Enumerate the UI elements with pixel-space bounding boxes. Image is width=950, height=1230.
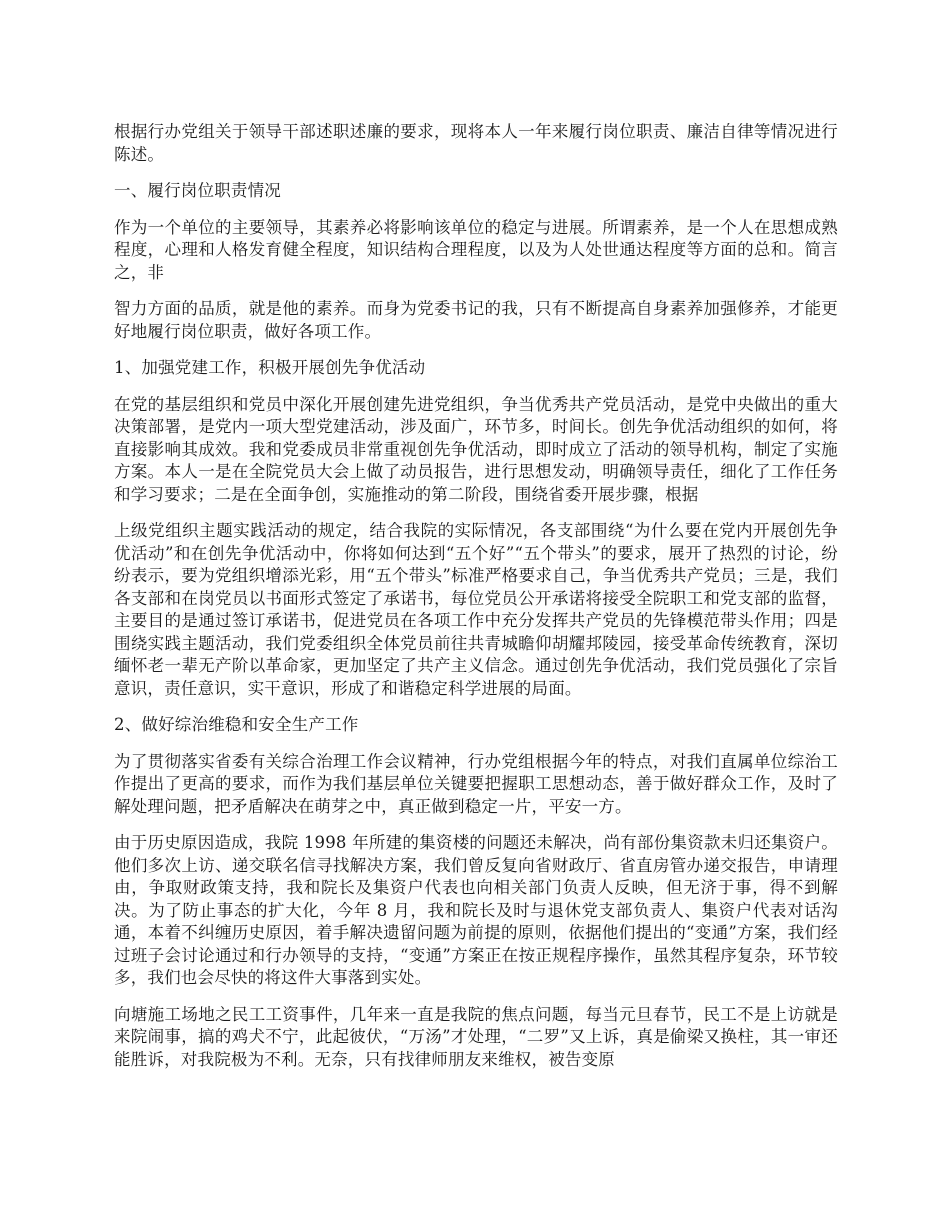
paragraph-housing-fund: 由于历史原因造成，我院 1998 年所建的集资楼的问题还未解决，尚有部份集资款未归还集资户。他们多次上访、递交联名信寻找解决方案，我们曾反复向省财政厅、省直房管办递交报告，申请理由，争取财政策支持，我和院长及集资户代表也向相关部门负责人反映，但无济于事，得不到解决。为了防止事态的扩大化，今年 8 月，我和院长及时与退休党支部负责人、集资户代表对话沟通，本着不纠缠历史原因，着手解决遗留问题为前提的原则，依据他们提出的“变通”方案，我们经过班子会讨论通过和行办领导的支持，“变通”方案正在按正规程序操作，虽然其程序复杂，环节较多，我们也会尽快的将这件大事落到实处。 [114,833,838,987]
paragraph-party-activity-continued: 上级党组织主题实践活动的规定，结合我院的实际情况，各支部围绕“为什么要在党内开展创先争优活动”和在创先争优活动中，你将如何达到“五个好”“五个带头”的要求，展开了热烈的讨论，纷纷表示，要为党组织增添光彩，用“五个带头”标准严格要求自己，争当优秀共产党员；三是，我们各支部和在岗党员以书面形式签定了承诺书，每位党员公开承诺将接受全院职工和党支部的监督，主要目的是通过签订承诺书，促进党员在各项工作中充分发挥共产党员的先锋模范带头作用；四是围绕实践主题活动，我们党委组织全体党员前往共青城瞻仰胡耀邦陵园，接受革命传统教育，深切缅怀老一辈无产阶以革命家，更加坚定了共产主义信念。通过创先争优活动，我们党员强化了宗旨意识，责任意识，实干意识，形成了和谐稳定科学进展的局面。 [114,521,838,698]
paragraph-party-activity: 在党的基层组织和党员中深化开展创建先进党组织，争当优秀共产党员活动，是党中央做出的重大决策部署，是党内一项大型党建活动，涉及面广，环节多，时间长。创先争优活动组织的如何，将直接影响其成效。我和党委成员非常重视创先争优活动，即时成立了活动的领导机构，制定了实施方案。本人一是在全院党员大会上做了动员报告，进行思想发动，明确领导责任，细化了工作任务和学习要求；二是在全面争创，实施推动的第二阶段，围绕省委开展步骤，根据 [114,394,838,504]
subheading-party-building: 1、加强党建工作，积极开展创先争优活动 [114,358,426,377]
subheading-stability-safety: 2、做好综治维稳和安全生产工作 [114,715,359,734]
paragraph-comprehensive-governance: 为了贯彻落实省委有关综合治理工作会议精神，行办党组根据今年的特点，对我们直属单位综治工作提出了更高的要求，而作为我们基层单位关键要把握职工思想动态，善于做好群众工作，及时了解处理问题，把矛盾解决在萌芽之中，真正做到稳定一片，平安一方。 [114,751,838,816]
paragraph-quality-continued: 智力方面的品质，就是他的素养。而身为党委书记的我，只有不断提高自身素养加强修养，才能更好地履行岗位职责，做好各项工作。 [114,299,838,341]
intro-paragraph: 根据行办党组关于领导干部述职述廉的要求，现将本人一年来履行岗位职责、廉洁自律等情况进行陈述。 [114,122,838,164]
paragraph-quality: 作为一个单位的主要领导，其素养必将影响该单位的稳定与进展。所谓素养，是一个人在思想成熟程度，心理和人格发育健全程度，知识结构合理程度，以及为人处世通达程度等方面的总和。简言之，非 [114,217,838,282]
paragraph-worker-wages: 向塘施工场地之民工工资事件，几年来一直是我院的焦点问题，每当元旦春节，民工不是上访就是来院闹事，搞的鸡犬不宁，此起彼伏，“万汤”才处理，“二罗”又上诉，真是偷梁又换柱，其一审还能胜诉，对我院极为不利。无奈，只有找律师朋友来维权，被告变原 [114,1004,838,1069]
section-heading-duties: 一、履行岗位职责情况 [114,181,281,200]
document-body [114,121,838,1085]
